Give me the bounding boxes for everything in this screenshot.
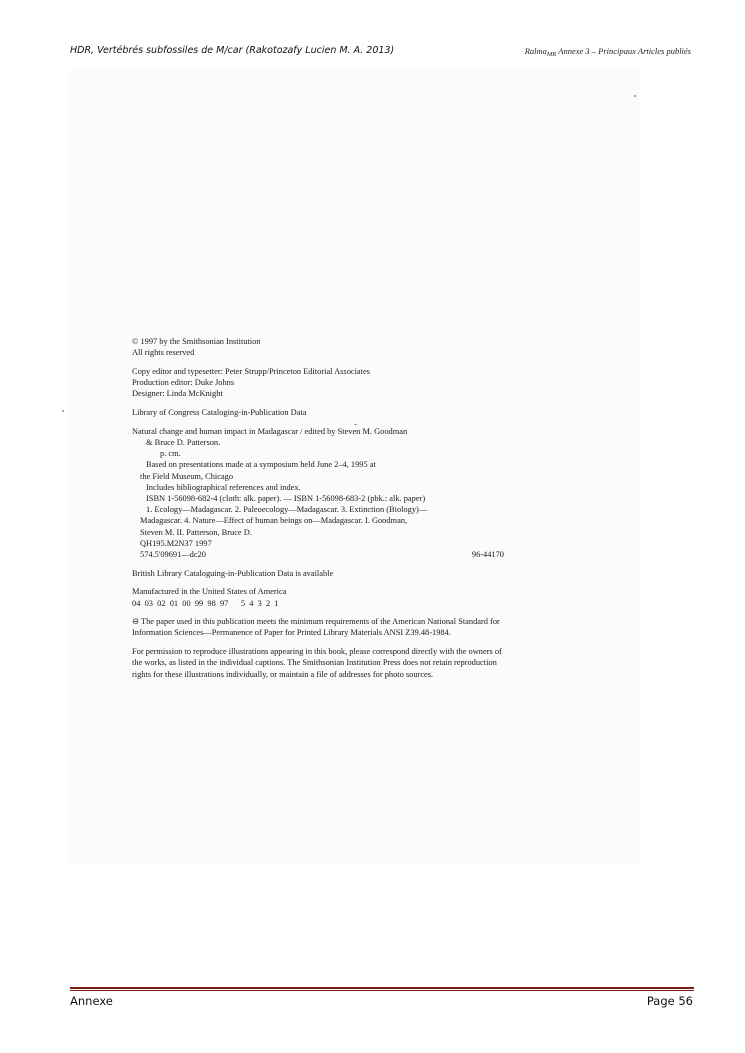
cip-line: Natural change and human impact in Madagascar / edited by Steven M. Goodman xyxy=(132,426,408,436)
cip-line: Steven M. II. Patterson, Bruce D. xyxy=(140,527,252,537)
cip-line: Based on presentations made at a symposium held June 2–4, 1995 at xyxy=(146,460,376,470)
print-line: 04 03 02 01 00 99 98 97 5 4 3 2 1 xyxy=(132,598,279,608)
header-subscript: MR xyxy=(546,51,557,58)
paper-notice-line: ⊖ The paper used in this publication meets the minimum requirements of the American National Standard for xyxy=(132,617,500,627)
copyright-line: © 1997 by the Smithsonian Institution xyxy=(132,337,261,346)
cip-line: ISBN 1-56098-682-4 (cloth: alk. paper). — ISBN 1-56098-683-2 (pbk.: alk. paper) xyxy=(146,493,426,503)
permission-line: the works, as listed in the individual captions. The Smithsonian Institution Press does not retain reproduction xyxy=(132,658,497,668)
running-header-title: HDR, Vertébrés subfossiles de M/car (Rakotozafy Lucien M. A. 2013) xyxy=(70,45,395,56)
rights-line: All rights reserved xyxy=(132,348,195,358)
scan-speck xyxy=(634,95,636,97)
dewey-number: 574.5'09691—dc20 xyxy=(140,549,206,559)
cip-line: & Bruce D. Patterson. xyxy=(146,437,221,447)
footer-rule xyxy=(70,987,694,989)
cip-line: p. cm. xyxy=(160,449,181,459)
cip-line: Madagascar. 4. Nature—Effect of human beings on—Madagascar. I. Goodman, xyxy=(140,516,408,526)
permission-line: rights for these illustrations individually, or maintain a file of addresses for photo sources. xyxy=(132,669,434,679)
scanned-copyright-page xyxy=(68,70,640,863)
british-cip-line: British Library Cataloguing-in-Publication Data is available xyxy=(132,568,334,578)
classification-row xyxy=(132,549,504,560)
header-suffix: Annexe 3 – Principaux Articles publiés xyxy=(556,46,691,56)
manufactured-line: Manufactured in the United States of America xyxy=(132,587,287,597)
cip-line: the Field Museum, Chicago xyxy=(140,471,234,481)
cip-line: Includes bibliographical references and index. xyxy=(146,482,301,492)
footer-section-label: Annexe xyxy=(70,994,113,1008)
permission-line: For permission to reproduce illustrations appearing in this book, please correspond directly with the owners of xyxy=(132,647,502,657)
cip-line: QH195.M2N37 1997 xyxy=(140,538,212,548)
page-number: Page 56 xyxy=(646,994,693,1008)
cip-line: 1. Ecology—Madagascar. 2. Paleoecology—Madagascar. 3. Extinction (Biology)— xyxy=(146,505,428,515)
running-header-section xyxy=(525,46,691,58)
cip-heading: Library of Congress Cataloging-in-Publication Data xyxy=(132,408,307,418)
designer-line: Designer: Linda McKnight xyxy=(132,389,223,399)
production-editor-line: Production editor: Duke Johns xyxy=(132,378,235,388)
scan-speck xyxy=(62,410,64,412)
paper-notice-line: Information Sciences—Permanence of Paper for Printed Library Materials ANSI Z39.48-1984. xyxy=(132,628,451,638)
copyright-text-block xyxy=(132,336,612,680)
footer-rule-thin xyxy=(70,990,694,991)
lccn-number: 96-44170 xyxy=(471,549,504,559)
copy-editor-line: Copy editor and typesetter: Peter Strupp/Princeton Editorial Associates xyxy=(132,366,370,376)
header-prefix: Ralma xyxy=(524,46,547,56)
